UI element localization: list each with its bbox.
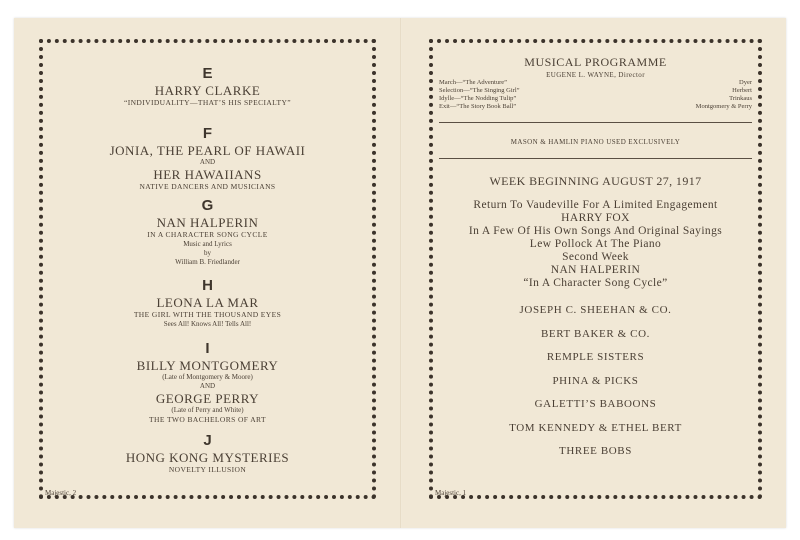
act-name: HARRY CLARKE: [154, 83, 261, 98]
act-e: [45, 65, 370, 108]
music-composer: Montgomery & Perry: [695, 103, 752, 110]
right-page-content: [435, 45, 756, 493]
piano-note: MASON & HAMLIN PIANO USED EXCLUSIVELY: [510, 138, 681, 146]
divider-line: [439, 158, 752, 159]
act-name: PHINA & PICKS: [552, 374, 639, 387]
act-letter: J: [203, 432, 212, 449]
act-name: HONG KONG MYSTERIES: [125, 450, 290, 465]
music-piece: Selection—“The Singing Girl”: [439, 87, 520, 94]
act-i: [45, 340, 370, 425]
headline-block: [435, 199, 756, 290]
week-heading: WEEK BEGINNING AUGUST 27, 1917: [489, 174, 702, 188]
music-piece: March—“The Adventure”: [439, 79, 508, 86]
act-h: [45, 277, 370, 329]
act-name: REMPLE SISTERS: [546, 351, 645, 363]
act-description: IN A CHARACTER SONG CYCLE: [147, 230, 268, 239]
act-name: GEORGE PERRY: [155, 391, 260, 406]
act-letter: F: [202, 125, 213, 142]
act-f: [45, 125, 370, 192]
act-letter: E: [202, 65, 213, 82]
right-page-number: Majestic, 1: [435, 489, 467, 497]
music-list: [435, 79, 756, 111]
music-composer: Dyer: [739, 79, 752, 86]
center-fold: [400, 18, 402, 528]
act-description: NATIVE DANCERS AND MUSICIANS: [139, 182, 276, 191]
divider-line: [439, 122, 752, 123]
act-name: NAN HALPERIN: [156, 215, 259, 230]
headline-line: NAN HALPERIN: [550, 264, 641, 276]
acts-list: [435, 299, 756, 464]
left-page: [39, 39, 376, 499]
music-row: [435, 79, 756, 87]
music-piece: Exit—“The Story Book Ball”: [439, 103, 517, 110]
act-name: TOM KENNEDY & ETHEL BERT: [509, 421, 682, 434]
act-letter: G: [201, 197, 214, 214]
act-description: William B. Friedlander: [175, 258, 240, 266]
left-page-number: Majestic, 2: [45, 489, 77, 497]
right-page: [429, 39, 762, 499]
act-g: [45, 197, 370, 267]
act-description: Music and Lyrics: [183, 240, 232, 248]
act-description: Sees All! Knows All! Tells All!: [163, 320, 252, 328]
music-row: [435, 95, 756, 103]
left-page-content: [45, 45, 370, 493]
act-name: JOSEPH C. SHEEHAN & CO.: [519, 304, 672, 316]
act-name: THREE BOBS: [559, 445, 632, 457]
music-composer: Herbert: [732, 87, 752, 94]
act-description: NOVELTY ILLUSION: [168, 465, 247, 474]
act-j: [45, 432, 370, 475]
act-name: JONIA, THE PEARL OF HAWAII: [109, 143, 306, 158]
act-letter: H: [202, 277, 213, 294]
act-description: by: [204, 249, 211, 257]
act-description: AND: [199, 158, 216, 166]
programme-title: MUSICAL PROGRAMME: [524, 55, 667, 69]
act-name: LEONA LA MAR: [156, 295, 259, 310]
headline-line: In A Few Of His Own Songs And Original Sayings: [468, 225, 723, 237]
headline-line: Second Week: [562, 251, 629, 263]
act-description: AND: [199, 382, 216, 390]
act-description: (Late of Montgomery & Moore): [162, 373, 253, 381]
headline-line: Lew Pollock At The Piano: [529, 238, 662, 250]
music-row: [435, 87, 756, 95]
act-name: BILLY MONTGOMERY: [136, 358, 279, 373]
act-description: “INDIVIDUALITY—THAT’S HIS SPECIALTY”: [123, 98, 292, 107]
headline-line: HARRY FOX: [561, 212, 630, 224]
act-description: THE GIRL WITH THE THOUSAND EYES: [133, 310, 282, 319]
headline-line: “In A Character Song Cycle”: [523, 277, 668, 289]
act-letter: I: [205, 340, 210, 357]
act-description: THE TWO BACHELORS OF ART: [149, 415, 266, 424]
music-piece: Idylle—“The Nodding Tulip”: [439, 95, 517, 102]
act-description: (Late of Perry and White): [171, 406, 244, 414]
act-name: HER HAWAIIANS: [153, 167, 262, 182]
act-name: BERT BAKER & CO.: [541, 327, 650, 340]
headline-line: Return To Vaudeville For A Limited Engagement: [473, 199, 718, 211]
music-row: [435, 103, 756, 111]
music-composer: Trinkaus: [729, 95, 752, 102]
programme-director: EUGENE L. WAYNE, Director: [546, 71, 645, 79]
act-name: GALETTI’S BABOONS: [534, 398, 657, 410]
